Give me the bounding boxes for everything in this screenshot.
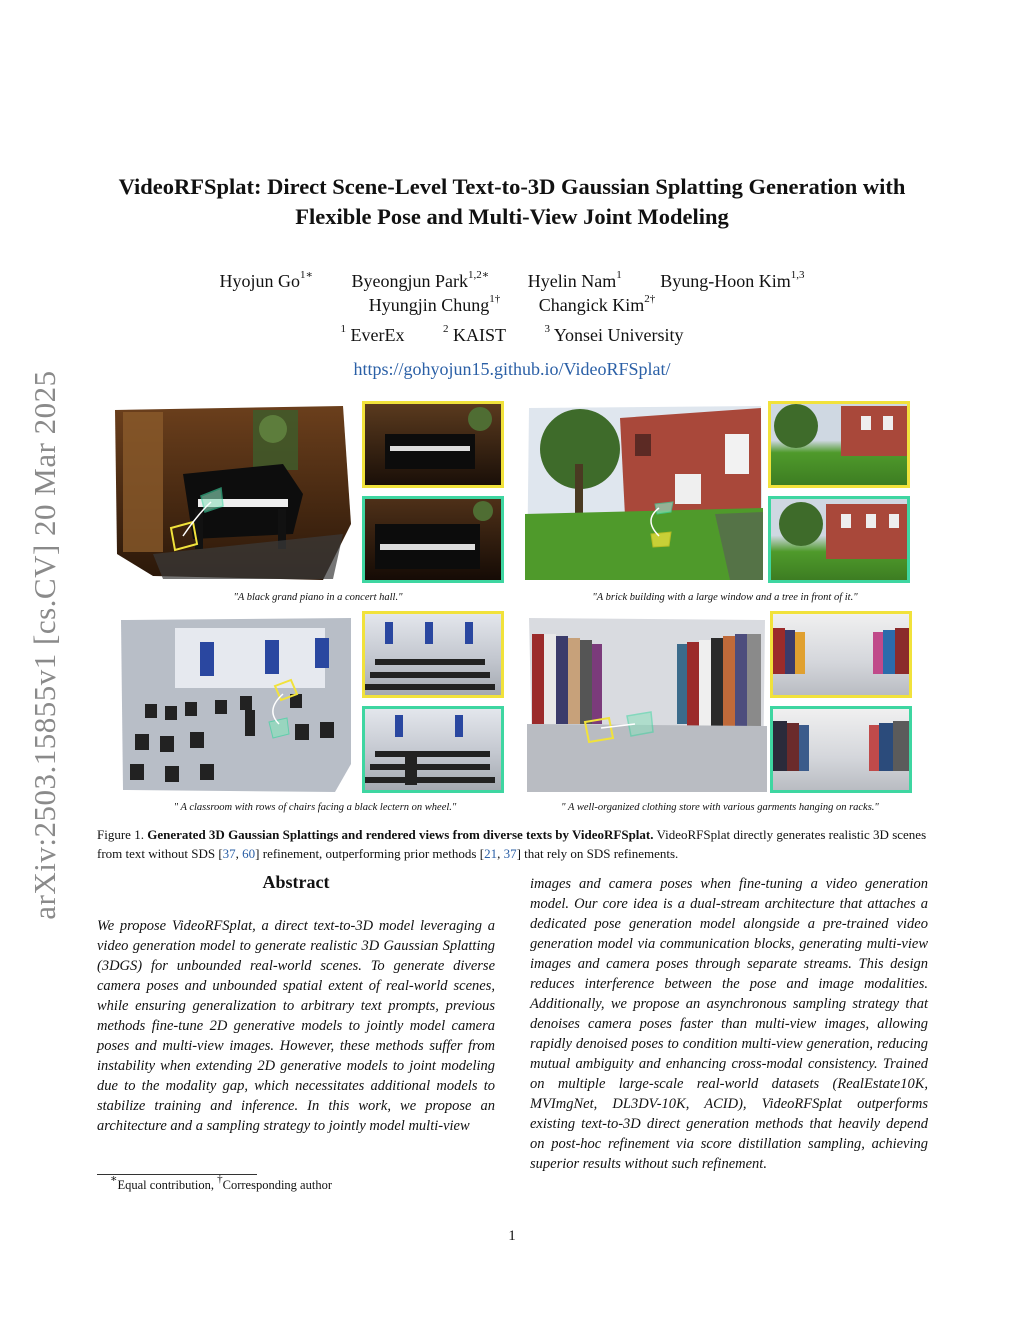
caption-clothing-store: " A well-organized clothing store with various garments hanging on racks." [561, 802, 879, 813]
author-list [120, 269, 904, 317]
brick-building-view-2 [768, 496, 910, 583]
classroom-view-1 [362, 611, 504, 698]
caption-brick-building: "A brick building with a large window and a tree in front of it." [592, 592, 858, 603]
clothing-store-view-2 [770, 706, 912, 793]
title-line-1: VideoRFSplat: Direct Scene-Level Text-to-3D Gaussian Splatting Generation with [118, 174, 906, 199]
piano-view-1 [362, 401, 504, 488]
page-number: 1 [508, 1228, 516, 1244]
abstract-left-column: We propose VideoRFSplat, a direct text-to-3D model leveraging a video generation model to generate realistic 3D Gaussian Splatting (3DGS) for unbounded real-world scenes. To generate diverse camera poses and unbounded spatial extent of real-world scenes, while ensuring generalization to arbitrary text prompts, previous methods fine-tune 2D generative models to jointly model camera poses and multi-view images. However, these methods suffer from instability when extending 2D generative models to joint modeling due to the modality gap, which necessitates additional models to stabilize training and inference. In this work, we propose an architecture and a sampling strategy to jointly model multi-view [97, 918, 495, 1134]
paper-title [80, 172, 944, 232]
clothing-store-view-1 [770, 611, 912, 698]
author: Changick Kim$^{2\dagger}$ [538, 293, 656, 315]
author: Hyungjin Chung$^{1\dagger}$ [368, 293, 501, 315]
author: Byeongjun Park$^{1,2∗}$ [351, 269, 490, 291]
affiliation: $^1$ EverEx [340, 323, 405, 345]
figure-1-caption: Figure 1. Generated 3D Gaussian Splattings and rendered views from diverse texts by VideoRFSplat. VideoRFSplat directly generates realistic 3D scenes from text without SDS [37, 60] refinement, outperforming prior methods [21, 37] that rely on SDS refinements. [97, 827, 927, 861]
footnote: ∗Equal contribution, †Corresponding author [110, 1172, 332, 1192]
project-url-link[interactable]: https://gohyojun15.github.io/VideoRFSplat/ [353, 359, 671, 379]
abstract-heading: Abstract [262, 872, 330, 892]
citation-link[interactable]: 37 [222, 846, 236, 861]
affiliation: $^3$ Yonsei University [544, 323, 684, 345]
piano-scene-render [113, 404, 353, 582]
brick-building-view-1 [768, 401, 910, 488]
author: Byung-Hoon Kim$^{1,3}$ [660, 269, 805, 291]
author: Hyelin Nam$^1$ [527, 269, 622, 291]
footnote-rule [97, 1174, 257, 1175]
citation-link[interactable]: 37 [503, 846, 517, 861]
clothing-store-scene-render [527, 614, 767, 794]
caption-piano: "A black grand piano in a concert hall." [233, 592, 403, 603]
classroom-view-2 [362, 706, 504, 793]
affiliations [120, 325, 904, 346]
title-line-2: Flexible Pose and Multi-View Joint Modeling [295, 204, 729, 229]
classroom-scene-render [115, 614, 355, 794]
arxiv-id: arXiv:2503.15855v1 [cs.CV] 20 Mar 2025 [27, 370, 62, 920]
author: Hyojun $Go^{1∗}$ [219, 269, 313, 291]
affiliation: $^2$ KAIST [442, 323, 506, 345]
brick-building-scene-render [525, 404, 765, 582]
abstract-right-column: images and camera poses when fine-tuning a video generation model. Our core idea is a dual-stream architecture that attaches a dedicated pose generation model alongside a pre-trained video generation model via communication blocks, generating multi-view images and camera poses through separate streams. This design reduces interference between the pose and image modalities. Additionally, we propose an asynchronous sampling strategy that denoises camera poses faster than multi-view images, allowing rapidly denoised poses to condition multi-view generation, reducing mutual ambiguity and enhancing cross-modal consistency. Trained on multiple large-scale real-world datasets (RealEstate10K, MVImgNet, DL3DV-10K, ACID), VideoRFSplat outperforms existing text-to-3D direct generation methods that heavily depend on post-hoc refinement via score distillation sampling, achieving superior results without such refinement. [530, 876, 928, 1172]
citation-link[interactable]: 60 [242, 846, 256, 861]
caption-classroom: " A classroom with rows of chairs facing a black lectern on wheel." [173, 802, 457, 813]
citation-link[interactable]: 21 [484, 846, 498, 861]
arxiv-stamp [22, 345, 68, 945]
piano-view-2 [362, 496, 504, 583]
